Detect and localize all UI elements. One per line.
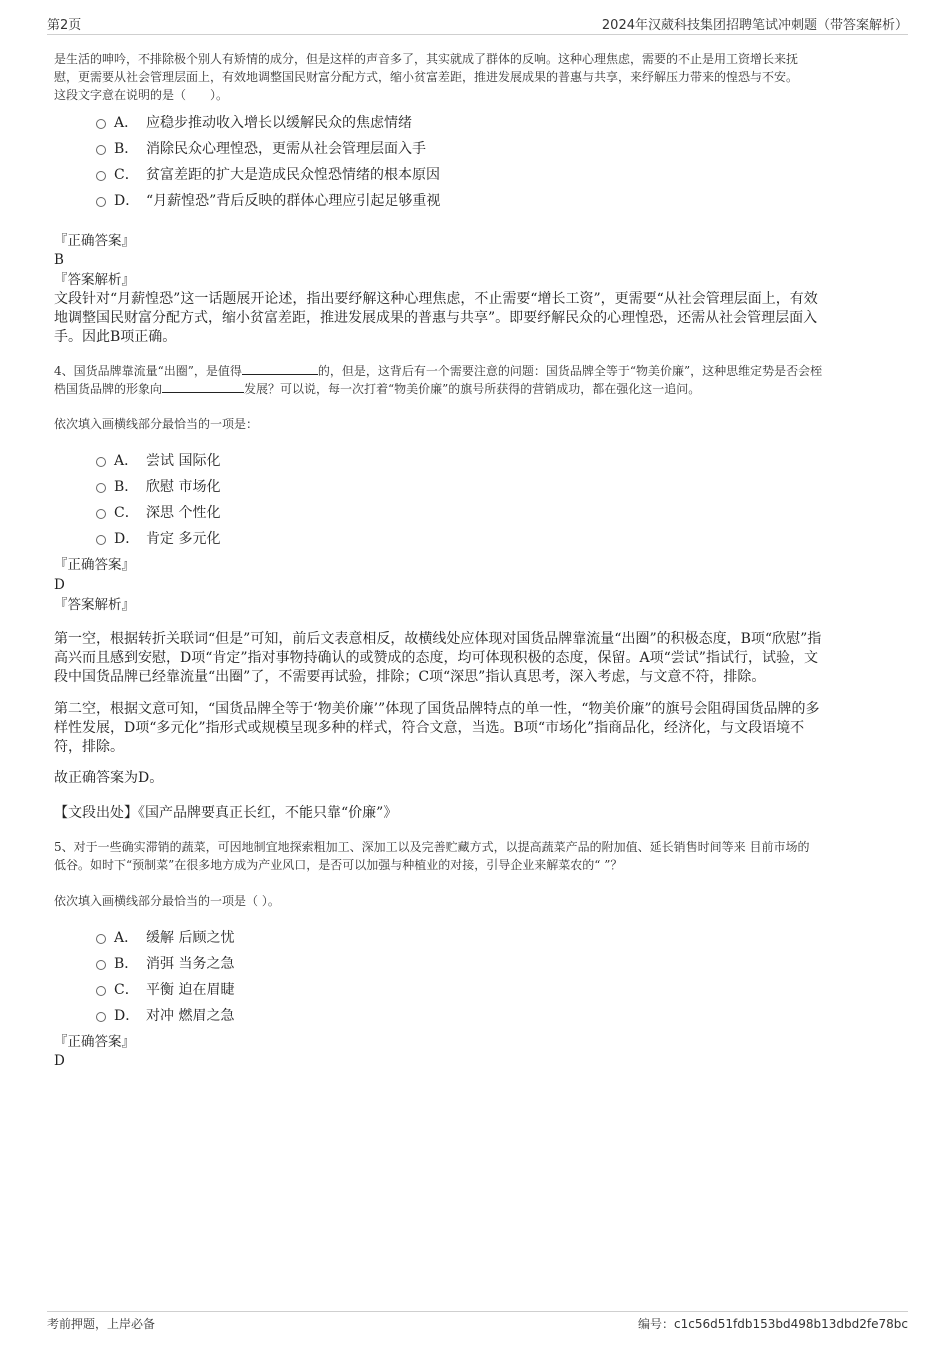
q4-analysis-label: 『答案解析』 (54, 597, 135, 613)
question-5-text (54, 838, 896, 874)
q5-option-c[interactable]: C． 平衡 迫在眉睫 (96, 979, 234, 999)
q3-option-c[interactable]: C． 贫富差距的扩大是造成民众惶恐情绪的根本原因 (96, 164, 440, 184)
radio-button[interactable] (96, 457, 106, 467)
q3-analysis-label: 『答案解析』 (54, 272, 135, 288)
analysis-line: 段中国货品牌已经靠流量“出圈”了，不需要再试验，排除；C项“深思”指认真思考，深入考虑，与文意不符，排除。 (54, 669, 766, 685)
q4-option-c[interactable]: C． 深思 个性化 (96, 502, 220, 522)
q4-option-b[interactable]: B． 欣慰 市场化 (96, 476, 220, 496)
q4-analysis-paragraph-1 (54, 630, 896, 687)
analysis-line: 第二空，根据文意可知，“国货品牌全等于‘物美价廉’”体现了国货品牌特点的单一性，“物美价廉”的旗号会阻碍国货品牌的多 (54, 701, 820, 717)
q4-source: 【文段出处】《国产品牌要真正长红，不能只靠“价廉”》 (54, 805, 398, 821)
q3-option-b[interactable]: B． 消除民众心理惶恐，更需从社会管理层面入手 (96, 138, 426, 158)
document-id: 编号：c1c56d51fdb153bd498b13dbd2fe78bc (638, 1317, 908, 1331)
analysis-line: 高兴而且感到安慰，D项“肯定”指对事物持确认的或赞成的态度，均可体现积极的态度，保留。A项“尝试”指试行，试验，文 (54, 650, 818, 666)
q4-prompt: 依次填入画横线部分最恰当的一项是： (54, 417, 259, 431)
radio-button[interactable] (96, 960, 106, 970)
question-line: 5、对于一些确实滞销的蔬菜，可因地制宜地探索粗加工、深加工以及完善贮藏方式，以提高蔬菜产品的附加值、延长销售时间等来 目前市场的 (54, 840, 810, 854)
footer-slogan: 考前押题，上岸必备 (47, 1317, 156, 1331)
analysis-line: 符，排除。 (54, 739, 124, 755)
analysis-line: 手。因此B项正确。 (54, 329, 177, 345)
q3-answer-label: 『正确答案』 (54, 233, 135, 249)
radio-button[interactable] (96, 535, 106, 545)
analysis-line: 地调整国民财富分配方式，缩小贫富差距，推进发展成果的普惠与共享”。即要纾解民众的心理惶恐，还需从社会管理层面入 (54, 310, 818, 326)
radio-button[interactable] (96, 1012, 106, 1022)
radio-button[interactable] (96, 197, 106, 207)
page-footer (47, 1311, 908, 1342)
analysis-line: 文段针对“月薪惶恐”这一话题展开论述，指出要纾解这种心理焦虑，不止需要“增长工资”，更需要“从社会管理层面上，有效 (54, 291, 818, 307)
q5-option-a[interactable]: A． 缓解 后顾之忧 (96, 927, 234, 947)
analysis-line: 样性发展，D项“多元化”指形式或规模呈现多种的样式，符合文意，当选。B项“市场化”指商品化，经济化，与文段语境不 (54, 720, 805, 736)
radio-button[interactable] (96, 119, 106, 129)
radio-button[interactable] (96, 986, 106, 996)
q5-answer-label: 『正确答案』 (54, 1034, 135, 1050)
question-line: 4、国货品牌靠流量“出圈”，是值得 的，但是，这背后有一个需要注意的问题：国货品牌全等于“物美价廉”，这种思维定势是否会桎 (54, 364, 823, 378)
question-line: 是生活的呻吟，不排除极个别人有矫情的成分，但是这样的声音多了，其实就成了群体的反响。这种心理焦虑，需要的不止是用工资增长来抚 (54, 52, 799, 66)
q5-prompt: 依次填入画横线部分最恰当的一项是（ ）。 (54, 894, 280, 908)
q3-answer: B (54, 252, 64, 268)
radio-button[interactable] (96, 934, 106, 944)
blank-2 (162, 380, 244, 393)
radio-button[interactable] (96, 171, 106, 181)
q3-option-a[interactable]: A． 应稳步推动收入增长以缓解民众的焦虑情绪 (96, 112, 412, 132)
question-line: 梏国货品牌的形象向 发展？可以说，每一次打着“物美价廉”的旗号所获得的营销成功，都在强化这一追问。 (54, 382, 701, 396)
radio-button[interactable] (96, 509, 106, 519)
page-header (47, 12, 908, 35)
question-line: 这段文字意在说明的是（ ）。 (54, 88, 229, 102)
radio-button[interactable] (96, 483, 106, 493)
question-line: 慰，更需要从社会管理层面上，有效地调整国民财富分配方式，缩小贫富差距，推进发展成果的普惠与共享，来纾解压力带来的惶恐与不安。 (54, 70, 799, 84)
page-number: 第2页 (47, 18, 82, 33)
document-title: 2024年汉葳科技集团招聘笔试冲刺题（带答案解析） (601, 18, 908, 33)
q4-analysis-paragraph-2 (54, 700, 896, 757)
question-3-text (54, 50, 896, 104)
question-line: 低谷。如时下“预制菜”在很多地方成为产业风口，是否可以加强与种植业的对接，引导企业来解菜农的“ ”？ (54, 858, 623, 872)
q4-conclusion: 故正确答案为D。 (54, 770, 164, 786)
analysis-line: 第一空，根据转折关联词“但是”可知，前后文表意相反，故横线处应体现对国货品牌靠流量“出圈”的积极态度，B项“欣慰”指 (54, 631, 822, 647)
q3-option-d[interactable]: D． “月薪惶恐”背后反映的群体心理应引起足够重视 (96, 190, 440, 210)
q3-analysis (54, 290, 896, 347)
q5-option-b[interactable]: B． 消弭 当务之急 (96, 953, 234, 973)
blank-1 (242, 362, 318, 375)
q5-option-d[interactable]: D． 对冲 燃眉之急 (96, 1005, 234, 1025)
radio-button[interactable] (96, 145, 106, 155)
question-4-text (54, 362, 896, 398)
q4-option-a[interactable]: A． 尝试 国际化 (96, 450, 220, 470)
q4-answer: D (54, 577, 65, 593)
q4-answer-label: 『正确答案』 (54, 557, 135, 573)
q4-option-d[interactable]: D． 肯定 多元化 (96, 528, 220, 548)
q5-answer: D (54, 1053, 65, 1069)
